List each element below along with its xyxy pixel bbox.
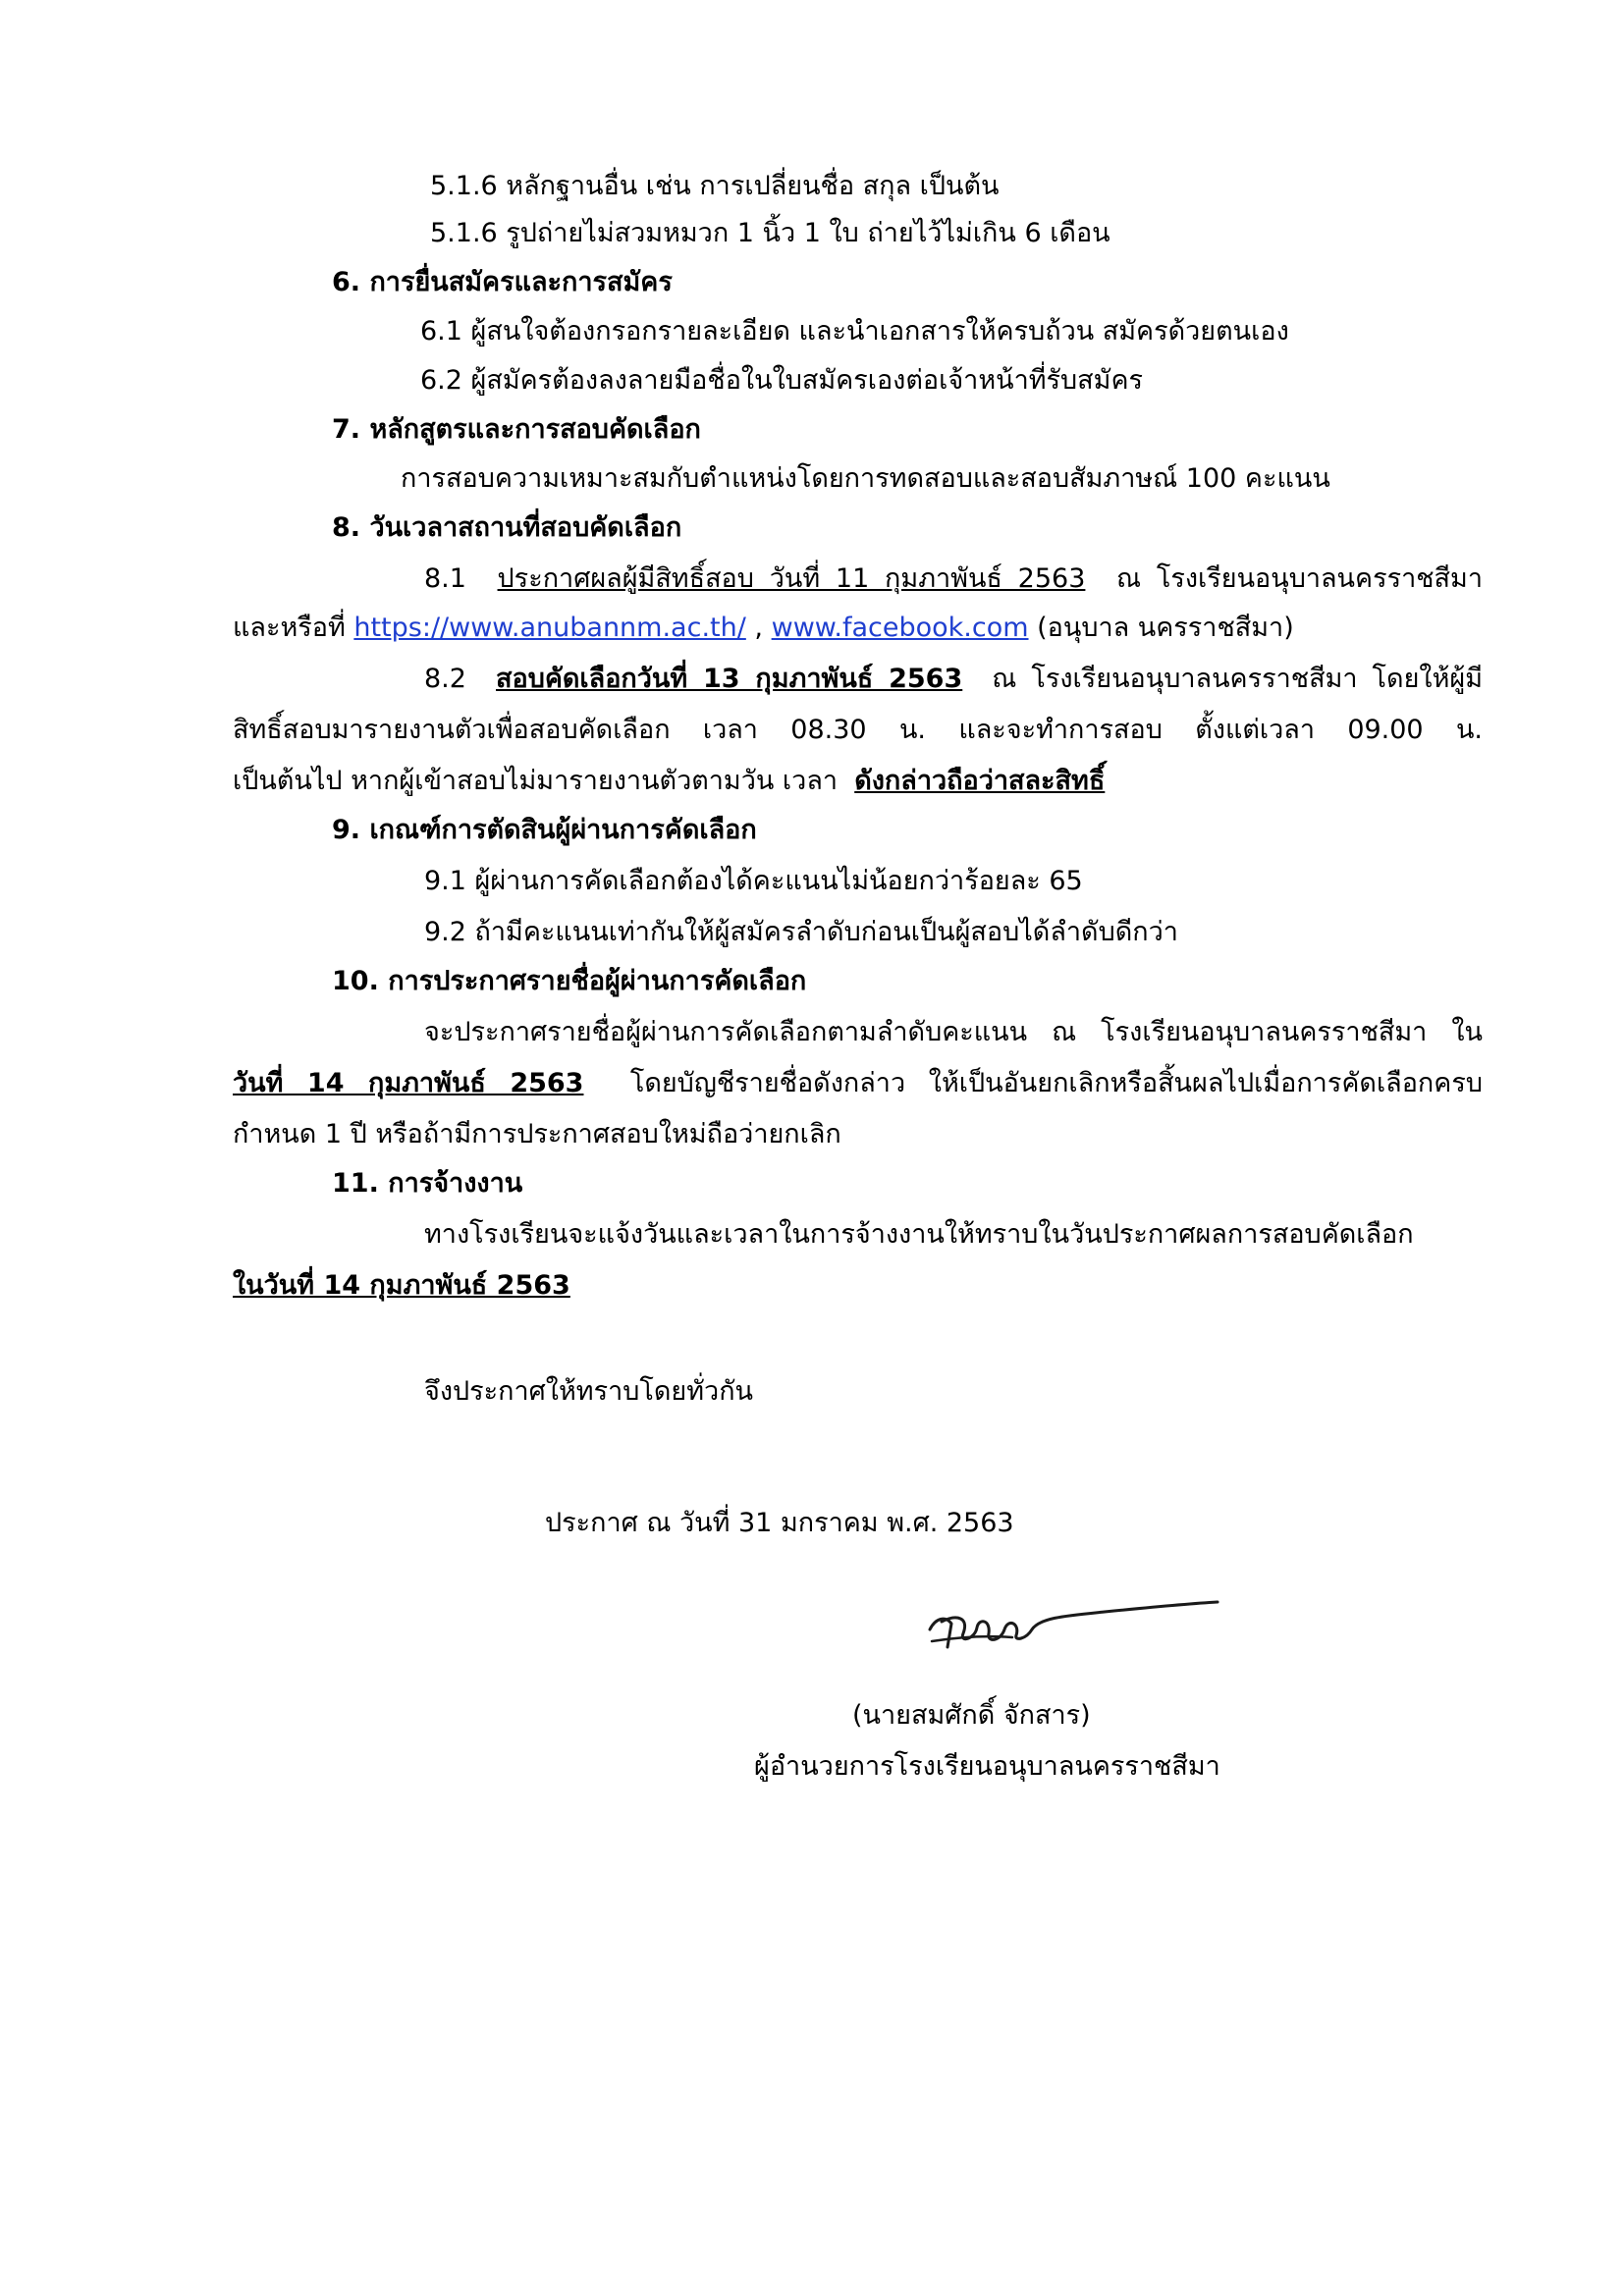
item-9-1: 9.1 ผู้ผ่านการคัดเลือกต้องได้คะแนนไม่น้อยกว่าร้อยละ 65 xyxy=(424,866,1083,896)
section-10-line-3: กำหนด 1 ปี หรือถ้ามีการประกาศสอบใหม่ถือว่ายกเลิก xyxy=(233,1119,841,1149)
forfeit-notice: ดังกล่าวถือว่าสละสิทธิ์ xyxy=(854,766,1106,796)
item-8-1-announce-date: ประกาศผลผู้มีสิทธิ์สอบ วันที่ 11 กุมภาพันธ์ 2563 xyxy=(497,563,1086,594)
item-8-2-number: 8.2 xyxy=(424,664,466,694)
item-8-2-location: ณ โรงเรียนอนุบาลนครราชสีมา โดยให้ผู้มี xyxy=(992,664,1483,694)
employment-date: ในวันที่ 14 กุมภาพันธ์ 2563 xyxy=(233,1270,570,1301)
section-6-heading: 6. การยื่นสมัครและการสมัคร xyxy=(332,267,673,297)
item-9-2: 9.2 ถ้ามีคะแนนเท่ากันให้ผู้สมัครลำดับก่อนเป็นผู้สอบได้ลำดับดีกว่า xyxy=(424,917,1178,947)
link-separator: , xyxy=(754,613,764,643)
item-6-2: 6.2 ผู้สมัครต้องลงลายมือชื่อในใบสมัครเองต่อเจ้าหน้าที่รับสมัคร xyxy=(420,365,1144,396)
item-8-1-links-prefix: และหรือที่ xyxy=(233,613,346,643)
section-10-line-2-text: โดยบัญชีรายชื่อดังกล่าว ให้เป็นอันยกเลิกหรือสิ้นผลไปเมื่อการคัดเลือกครบ xyxy=(629,1068,1483,1098)
section-9-heading: 9. เกณฑ์การตัดสินผู้ผ่านการคัดเลือก xyxy=(332,815,757,845)
item-8-1-links-line xyxy=(233,609,1294,648)
item-5-1-6-photo: 5.1.6 รูปถ่ายไม่สวมหมวก 1 นิ้ว 1 ใบ ถ่ายไว้ไม่เกิน 6 เดือน xyxy=(430,218,1110,248)
item-8-1 xyxy=(424,560,1483,599)
signatory-name: (นายสมศักดิ์ จักสาร) xyxy=(852,1700,1091,1731)
item-8-2-exam-date: สอบคัดเลือกวันที่ 13 กุมภาพันธ์ 2563 xyxy=(496,664,963,694)
item-8-1-number: 8.1 xyxy=(424,563,466,594)
signature-image xyxy=(918,1578,1232,1667)
section-11-heading: 11. การจ้างงาน xyxy=(332,1168,523,1199)
signatory-title: ผู้อำนวยการโรงเรียนอนุบาลนครราชสีมา xyxy=(754,1751,1220,1782)
item-6-1: 6.1 ผู้สนใจต้องกรอกรายละเอียด และนำเอกสารให้ครบถ้วน สมัครด้วยตนเอง xyxy=(420,316,1289,347)
section-10-line-1: จะประกาศรายชื่อผู้ผ่านการคัดเลือกตามลำดับคะแนน ณ โรงเรียนอนุบาลนครราชสีมา ใน xyxy=(424,1017,1483,1047)
item-8-2-line-2: สิทธิ์สอบมารายงานตัวเพื่อสอบคัดเลือก เวลา 08.30 น. และจะทำการสอบ ตั้งแต่เวลา 09.00 น. xyxy=(233,715,1483,745)
section-11-line-1: ทางโรงเรียนจะแจ้งวันและเวลาในการจ้างงานให้ทราบในวันประกาศผลการสอบคัดเลือก xyxy=(424,1219,1414,1250)
announcement-date: ประกาศ ณ วันที่ 31 มกราคม พ.ศ. 2563 xyxy=(545,1508,1014,1538)
section-7-text: การสอบความเหมาะสมกับตำแหน่งโดยการทดสอบและสอบสัมภาษณ์ 100 คะแนน xyxy=(401,463,1330,494)
item-8-2 xyxy=(424,660,1483,699)
item-8-1-location: ณ โรงเรียนอนุบาลนครราชสีมา xyxy=(1116,563,1484,594)
item-8-1-links-suffix: (อนุบาล นครราชสีมา) xyxy=(1037,613,1294,643)
facebook-link[interactable]: www.facebook.com xyxy=(771,613,1029,643)
school-website-link[interactable]: https://www.anubannm.ac.th/ xyxy=(353,613,746,643)
item-8-2-line-3-text: เป็นต้นไป หากผู้เข้าสอบไม่มารายงานตัวตามวัน เวลา xyxy=(233,766,839,796)
item-8-2-line-3 xyxy=(233,762,1105,801)
section-7-heading: 7. หลักสูตรและการสอบคัดเลือก xyxy=(332,414,701,445)
section-10-line-2 xyxy=(233,1064,1483,1103)
section-10-heading: 10. การประกาศรายชื่อผู้ผ่านการคัดเลือก xyxy=(332,966,807,996)
item-5-1-6-evidence: 5.1.6 หลักฐานอื่น เช่น การเปลี่ยนชื่อ สกุล เป็นต้น xyxy=(430,171,1000,201)
results-date: วันที่ 14 กุมภาพันธ์ 2563 xyxy=(233,1068,584,1098)
closing-notice: จึงประกาศให้ทราบโดยทั่วกัน xyxy=(424,1376,753,1407)
section-8-heading: 8. วันเวลาสถานที่สอบคัดเลือก xyxy=(332,512,682,543)
